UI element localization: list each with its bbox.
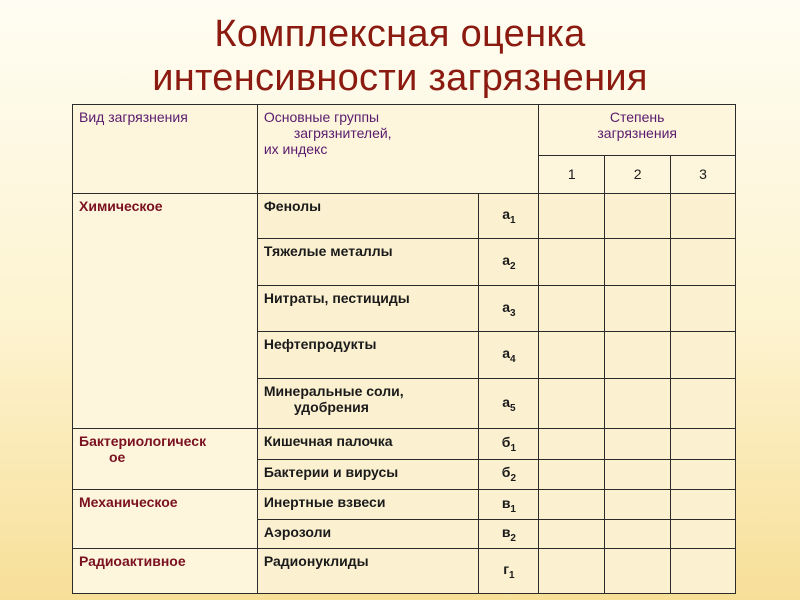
pollution-table (72, 104, 736, 594)
grade-cell[interactable] (539, 520, 605, 549)
grade-cell[interactable] (671, 285, 736, 331)
header-level-2: 2 (605, 155, 671, 193)
grade-cell[interactable] (539, 193, 605, 238)
grade-cell[interactable] (605, 193, 671, 238)
header-groups-line-3: их индекс (263, 141, 328, 157)
header-groups-line-1: Основные группы (263, 109, 380, 125)
title-line-1: Комплексная оценка (214, 13, 586, 55)
group-index: $в_2$ (479, 520, 539, 549)
group-index: $б_1$ (479, 429, 539, 459)
header-groups-line-2: загрязнителей, (293, 125, 392, 141)
grade-cell[interactable] (605, 489, 671, 519)
category-radioactive: Радиоактивное (73, 549, 258, 594)
grade-cell[interactable] (605, 429, 671, 459)
header-level-3: 3 (671, 155, 736, 193)
group-index: $в_1$ (479, 489, 539, 519)
header-groups (257, 105, 539, 194)
header-type (73, 105, 258, 194)
grade-cell[interactable] (671, 520, 736, 549)
grade-cell[interactable] (671, 489, 736, 519)
header-degree-line-2: загрязнения (597, 125, 677, 141)
grade-cell[interactable] (671, 239, 736, 285)
grade-cell[interactable] (539, 378, 605, 429)
grade-cell[interactable] (671, 378, 736, 429)
grade-cell[interactable] (605, 378, 671, 429)
group-name: Кишечная палочка (257, 429, 479, 459)
group-index: $а_1$ (479, 193, 539, 238)
group-name: Инертные взвеси (257, 489, 479, 519)
grade-cell[interactable] (605, 520, 671, 549)
grade-cell[interactable] (539, 285, 605, 331)
group-name: Радионуклиды (257, 549, 479, 594)
grade-cell[interactable] (671, 549, 736, 594)
header-degree (539, 105, 736, 156)
grade-cell[interactable] (605, 332, 671, 378)
table-row (73, 489, 736, 519)
table-row (73, 193, 736, 238)
grade-cell[interactable] (605, 459, 671, 489)
header-level-1: 1 (539, 155, 605, 193)
group-name: Аэрозоли (257, 520, 479, 549)
table-row (73, 549, 736, 594)
grade-cell[interactable] (539, 332, 605, 378)
grade-cell[interactable] (539, 429, 605, 459)
category-chemical: Химическое (73, 193, 258, 428)
group-name: Нефтепродукты (257, 332, 479, 378)
group-name: Нитраты, пестициды (257, 285, 479, 331)
group-name: Минеральные соли, удобрения (257, 378, 479, 429)
group-index: $б_2$ (479, 459, 539, 489)
category-mechanical: Механическое (73, 489, 258, 549)
grade-cell[interactable] (539, 459, 605, 489)
grade-cell[interactable] (671, 429, 736, 459)
table-row (73, 429, 736, 459)
grade-cell[interactable] (605, 549, 671, 594)
group-index: $а_2$ (479, 239, 539, 285)
grade-cell[interactable] (671, 459, 736, 489)
header-degree-line-1: Степень (609, 109, 665, 125)
category-bacteriological: Бактериологическ ое (73, 429, 258, 490)
group-index: $а_4$ (479, 332, 539, 378)
grade-cell[interactable] (539, 549, 605, 594)
grade-cell[interactable] (539, 489, 605, 519)
grade-cell[interactable] (671, 193, 736, 238)
page-title (0, 12, 800, 100)
group-name: Тяжелые металлы (257, 239, 479, 285)
group-name: Бактерии и вирусы (257, 459, 479, 489)
header-type-label: Вид загрязнения (79, 109, 188, 125)
grade-cell[interactable] (671, 332, 736, 378)
group-index: $г_1$ (479, 549, 539, 594)
group-index: $а_3$ (479, 285, 539, 331)
grade-cell[interactable] (605, 239, 671, 285)
title-line-2: интенсивности загрязнения (152, 57, 648, 99)
group-name: Фенолы (257, 193, 479, 238)
grade-cell[interactable] (605, 285, 671, 331)
group-index: $а_5$ (479, 378, 539, 429)
grade-cell[interactable] (539, 239, 605, 285)
